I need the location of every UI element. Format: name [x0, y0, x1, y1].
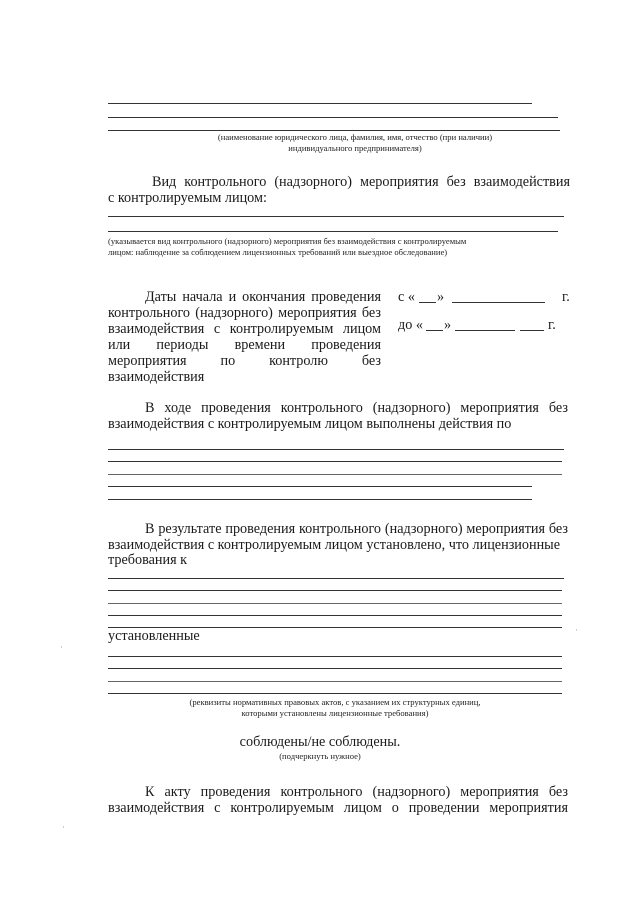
date-to-day-field[interactable] — [426, 330, 443, 331]
date-to-prefix: до « — [398, 317, 423, 333]
established-caption-line-1: (реквизиты нормативных правовых актов, с указанием их структурных единиц, — [189, 697, 481, 707]
date-from-month-field[interactable] — [452, 302, 545, 303]
scan-speck: · — [60, 642, 63, 652]
compliance-text: соблюдены/не соблюдены. — [239, 734, 401, 750]
name-line-3 — [108, 130, 560, 131]
event-type-line-a — [108, 216, 564, 217]
date-to-year-field[interactable] — [520, 330, 544, 331]
date-to-year-suffix: г. — [548, 317, 556, 333]
dates-label-line-4: или периоды времени проведения — [108, 337, 381, 353]
date-from-year-suffix: г. — [562, 289, 570, 305]
event-type-caption-line-1: (указывается вид контрольного (надзорного) мероприятия без взаимодействия с контролируемым — [108, 236, 467, 246]
event-type-line-b — [108, 231, 558, 232]
dates-label-line-1: Даты начала и окончания проведения — [145, 289, 381, 305]
event-type-caption-line-2: лицом: наблюдение за соблюдением лицензионных требований или выездное обследование) — [108, 247, 448, 257]
result-line-3: требования к — [108, 552, 188, 568]
event-type-line-1: Вид контрольного (надзорного) мероприятия без взаимодействия — [152, 174, 570, 190]
result-line-2: взаимодействия с контролируемым лицом установлено, что лицензионные — [108, 537, 560, 553]
date-from-day-field[interactable] — [419, 302, 436, 303]
established-fill-line-1[interactable] — [108, 656, 562, 657]
date-from-prefix: с « — [398, 289, 415, 305]
name-caption-line-2: индивидуального предпринимателя) — [288, 143, 422, 153]
scan-speck: · — [575, 625, 578, 635]
date-to-quote: » — [444, 317, 452, 333]
dates-label-line-5: мероприятия по контролю без — [108, 353, 381, 369]
actions-line-2: взаимодействия с контролируемым лицом выполнены действия по — [108, 416, 512, 432]
dates-label-line-2: контрольного (надзорного) мероприятия без — [108, 305, 381, 321]
result-fill-line-3[interactable] — [108, 603, 562, 604]
attach-line-2: взаимодействия с контролируемым лицом о проведении мероприятия — [108, 800, 568, 816]
established-fill-line-2[interactable] — [108, 668, 562, 669]
established-fill-line-3[interactable] — [108, 681, 562, 682]
actions-fill-line-5[interactable] — [108, 499, 532, 500]
dates-label-line-6: взаимодействия — [108, 369, 205, 385]
name-line-2 — [108, 117, 558, 118]
result-fill-line-2[interactable] — [108, 590, 562, 591]
result-fill-line-4[interactable] — [108, 615, 562, 616]
date-from-quote: » — [437, 289, 445, 305]
actions-fill-line-4[interactable] — [108, 486, 532, 487]
date-to-month-field[interactable] — [455, 330, 515, 331]
attach-line-1: К акту проведения контрольного (надзорного) мероприятия без — [145, 784, 568, 800]
compliance-caption: (подчеркнуть нужное) — [279, 751, 361, 761]
event-type-caption — [108, 236, 560, 258]
actions-fill-line-2[interactable] — [108, 461, 562, 462]
name-caption — [150, 132, 560, 154]
actions-line-1: В ходе проведения контрольного (надзорного) мероприятия без — [145, 400, 568, 416]
actions-fill-line-3[interactable] — [108, 474, 562, 475]
name-line-1 — [108, 103, 532, 104]
event-type-line-2: с контролируемым лицом: — [108, 190, 267, 206]
result-fill-line-1[interactable] — [108, 578, 564, 579]
established-caption-line-2: которыми установлены лицензионные требования) — [241, 708, 429, 718]
dates-label-line-3: взаимодействия с контролируемым лицом — [108, 321, 381, 337]
scan-speck: · — [62, 822, 65, 832]
name-caption-line-1: (наименование юридического лица, фамилия, имя, отчество (при наличии) — [217, 132, 493, 142]
established-caption — [130, 697, 540, 719]
actions-fill-line-1[interactable] — [108, 449, 564, 450]
result-line-1: В результате проведения контрольного (надзорного) мероприятия без — [145, 521, 568, 537]
established-fill-line-4[interactable] — [108, 693, 562, 694]
established-label: установленные — [108, 628, 200, 644]
